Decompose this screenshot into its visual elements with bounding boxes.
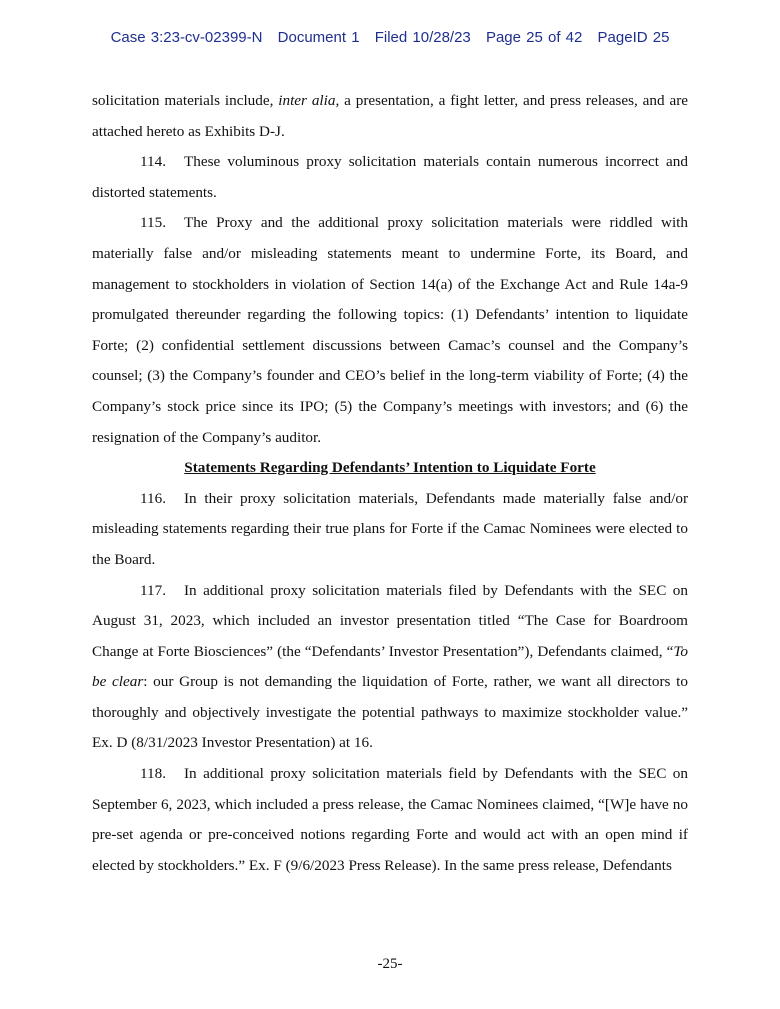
paragraph-text: In their proxy solicitation materials, Defendants made materially false and/or misleading statements regarding their true plans for Forte if the Camac Nominees were elected to the Board.: [92, 489, 688, 568]
text-run: solicitation materials include,: [92, 92, 279, 109]
case-number: Case 3:23-cv-02399-N: [110, 29, 263, 46]
text-run: , a presentation, a fight letter, and press releases, and are attached hereto as Exhibits D-J.: [92, 92, 688, 140]
filed-date: Filed 10/28/23: [374, 29, 471, 46]
paragraph-number: 118.: [140, 765, 167, 783]
paragraph-number: 116.: [140, 489, 167, 507]
paragraph-117: [92, 576, 688, 760]
paragraph-116: [92, 484, 688, 576]
paragraph-114: [92, 147, 688, 208]
paragraph-number: 117.: [140, 581, 167, 599]
paragraph-text: These voluminous proxy solicitation materials contain numerous incorrect and distorted statements.: [92, 153, 688, 201]
italic-text: To be clear: [92, 642, 688, 691]
text-run: In additional proxy solicitation materials filed by Defendants with the SEC on August 31, 2023, which included an investor presentation titled “The Case for Boardroom Change at Forte Biosciences” (the “Defendants’ Investor Presentation”), Defendants claimed, “: [92, 581, 688, 660]
document-number: Document 1: [277, 29, 360, 46]
paragraph-text: In additional proxy solicitation materials field by Defendants with the SEC on September 6, 2023, which included a press release, the Camac Nominees claimed, “[W]e have no pre-set agenda or pre-conceived notions regarding Forte and would act with an open mind if elected by stockholders.” Ex. F (9/6/2023 Press Release). In the same press release, Defendants: [92, 765, 688, 874]
italic-text: inter alia: [278, 92, 336, 109]
paragraph-continued: [92, 86, 688, 147]
paragraph-115: [92, 208, 688, 453]
case-header: [0, 29, 780, 46]
page-number: -25-: [377, 956, 403, 972]
paragraph-text: The Proxy and the additional proxy solicitation materials were riddled with materially false and/or misleading statements meant to undermine Forte, its Board, and management to stockholders in violation of Section 14(a) of the Exchange Act and Rule 14a-9 promulgated thereunder regarding the following topics: (1) Defendants’ intention to liquidate Forte; (2) confidential settlement discussions between Camac’s counsel and the Company’s counsel; (3) the Company’s founder and CEO’s belief in the long-term viability of Forte; (4) the Company’s stock price since its IPO; (5) the Company’s meetings with investors; and (6) the resignation of the Company’s auditor.: [92, 214, 688, 446]
document-body: [92, 86, 688, 881]
page-id: PageID 25: [597, 29, 670, 46]
paragraph-number: 114.: [140, 153, 167, 171]
page-count: Page 25 of 42: [485, 29, 583, 46]
paragraph-118: [92, 759, 688, 881]
text-run: : our Group is not demanding the liquidation of Forte, rather, we want all directors to thoroughly and objectively investigate the potential pathways to maximize stockholder value.” Ex. D (8/31/2023 Investor Presentation) at 16.: [92, 673, 688, 752]
paragraph-number: 115.: [140, 214, 167, 232]
section-heading: Statements Regarding Defendants’ Intention to Liquidate Forte: [184, 459, 596, 477]
